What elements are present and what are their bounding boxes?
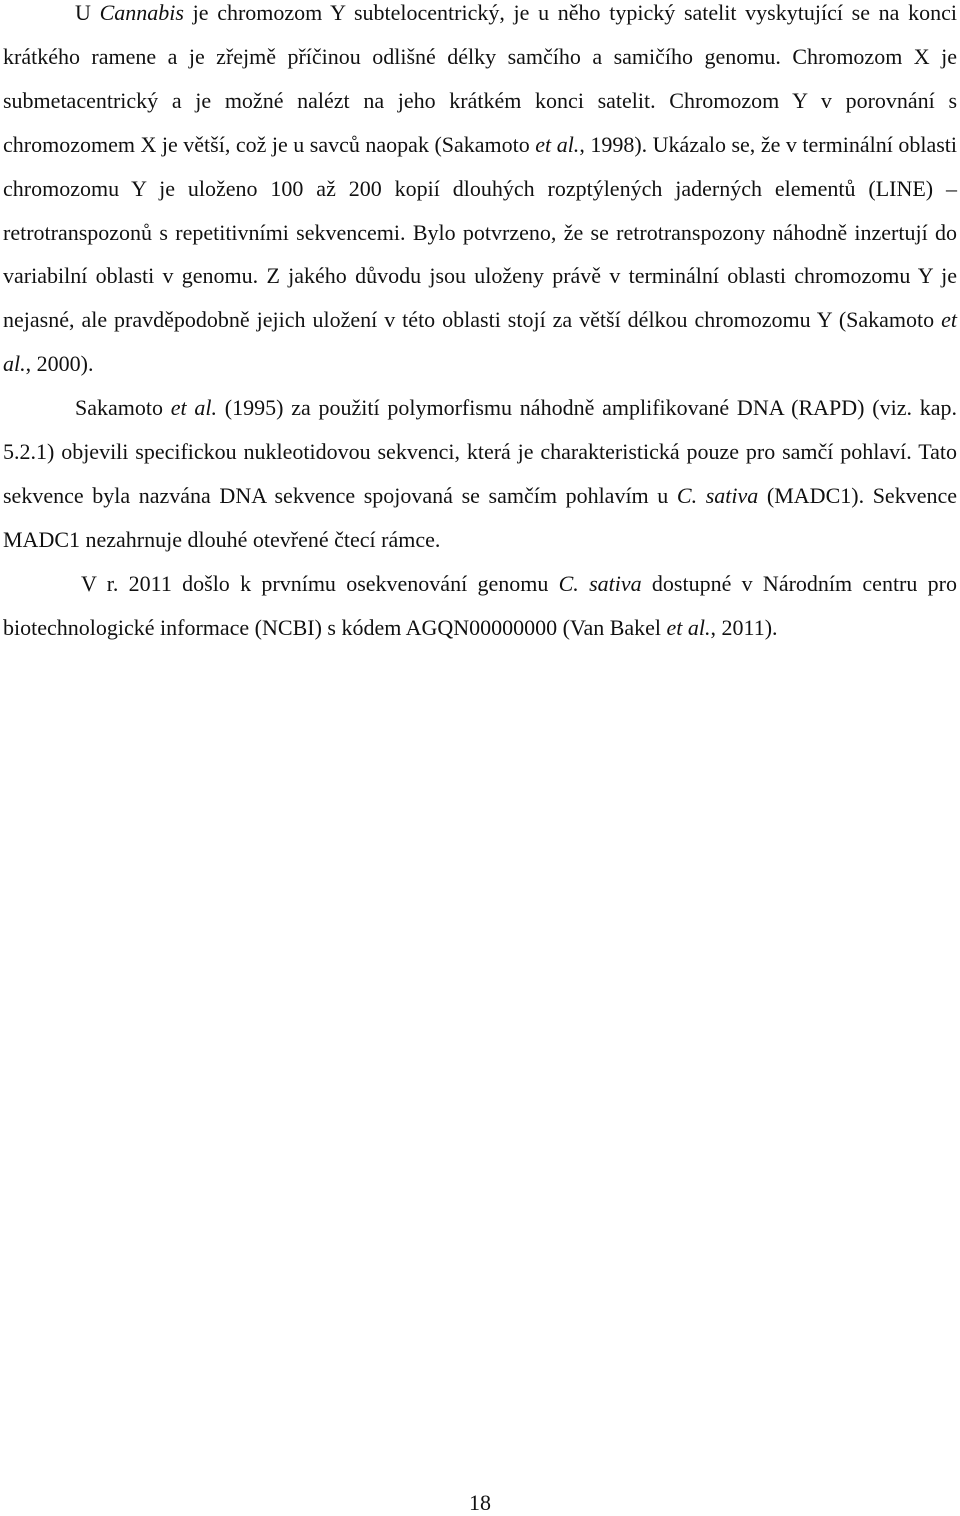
- text-segment: (1995) za použití polymorfismu náhodně amplifikované DNA (RAPD) (viz. kap. 5.2.1) objevili specifickou nukleotidovou sekvenci, která je charakteristická pouze pro samčí pohlaví. Tato sekvence byla nazvána DNA sekvence spojovaná se samčím pohlavím u: [3, 395, 957, 508]
- page-number: 18: [469, 1490, 491, 1515]
- text-segment: je chromozom Y subtelocentrický, je u něho typický satelit vyskytující se na konci krátkého ramene a je zřejmě příčinou odlišné délky samčího a samičího genomu. Chromozom X je submetacentrický a je možné nalézt na jeho krátkém konci satelit. Chromozom Y v porovnání s chromozomem X je větší, což je u savců naopak (Sakamoto: [3, 0, 957, 157]
- text-segment: V r. 2011 došlo k prvnímu osekvenování genomu: [81, 570, 559, 596]
- document-body: [3, 0, 957, 650]
- text-segment-italic: et al.: [3, 307, 957, 377]
- text-segment: , 2000).: [25, 351, 94, 377]
- text-segment: U: [75, 0, 100, 25]
- text-segment: dostupné v Národním centru pro biotechnologické informace (NCBI) s kódem AGQN00000000 (Van Bakel: [3, 570, 957, 640]
- text-segment: (MADC1). Sekvence MADC1 nezahrnuje dlouhé otevřené čtecí rámce.: [3, 482, 957, 552]
- text-segment: Sakamoto: [75, 395, 171, 421]
- paragraph-cannabis-chromosomes: [3, 0, 957, 386]
- text-segment: , 2011).: [710, 614, 778, 640]
- text-segment: , 1998). Ukázalo se, že v terminální oblasti chromozomu Y je uloženo 100 až 200 kopií dlouhých rozptýlených jaderných elementů (LINE) – retrotranspozonů s repetitivními sekvencemi. Bylo potvrzeno, že se retrotranspozony náhodně inzertují do variabilní oblasti v genomu. Z jakého důvodu jsou uloženy právě v terminální oblasti chromozomu Y je nejasné, ale pravděpodobně jejich uložení v této oblasti stojí za větší délkou chromozomu Y (Sakamoto: [3, 131, 957, 333]
- text-segment-italic: et al.: [170, 395, 218, 421]
- paragraph-madc1-sequence: [3, 386, 957, 562]
- text-segment-italic: C. sativa: [676, 482, 759, 508]
- text-segment-italic: et al.: [535, 131, 580, 157]
- paragraph-genome-sequencing: [3, 562, 957, 650]
- text-segment-italic: C. sativa: [558, 570, 642, 596]
- text-segment-italic: Cannabis: [99, 0, 184, 25]
- text-segment-italic: et al.: [666, 614, 711, 640]
